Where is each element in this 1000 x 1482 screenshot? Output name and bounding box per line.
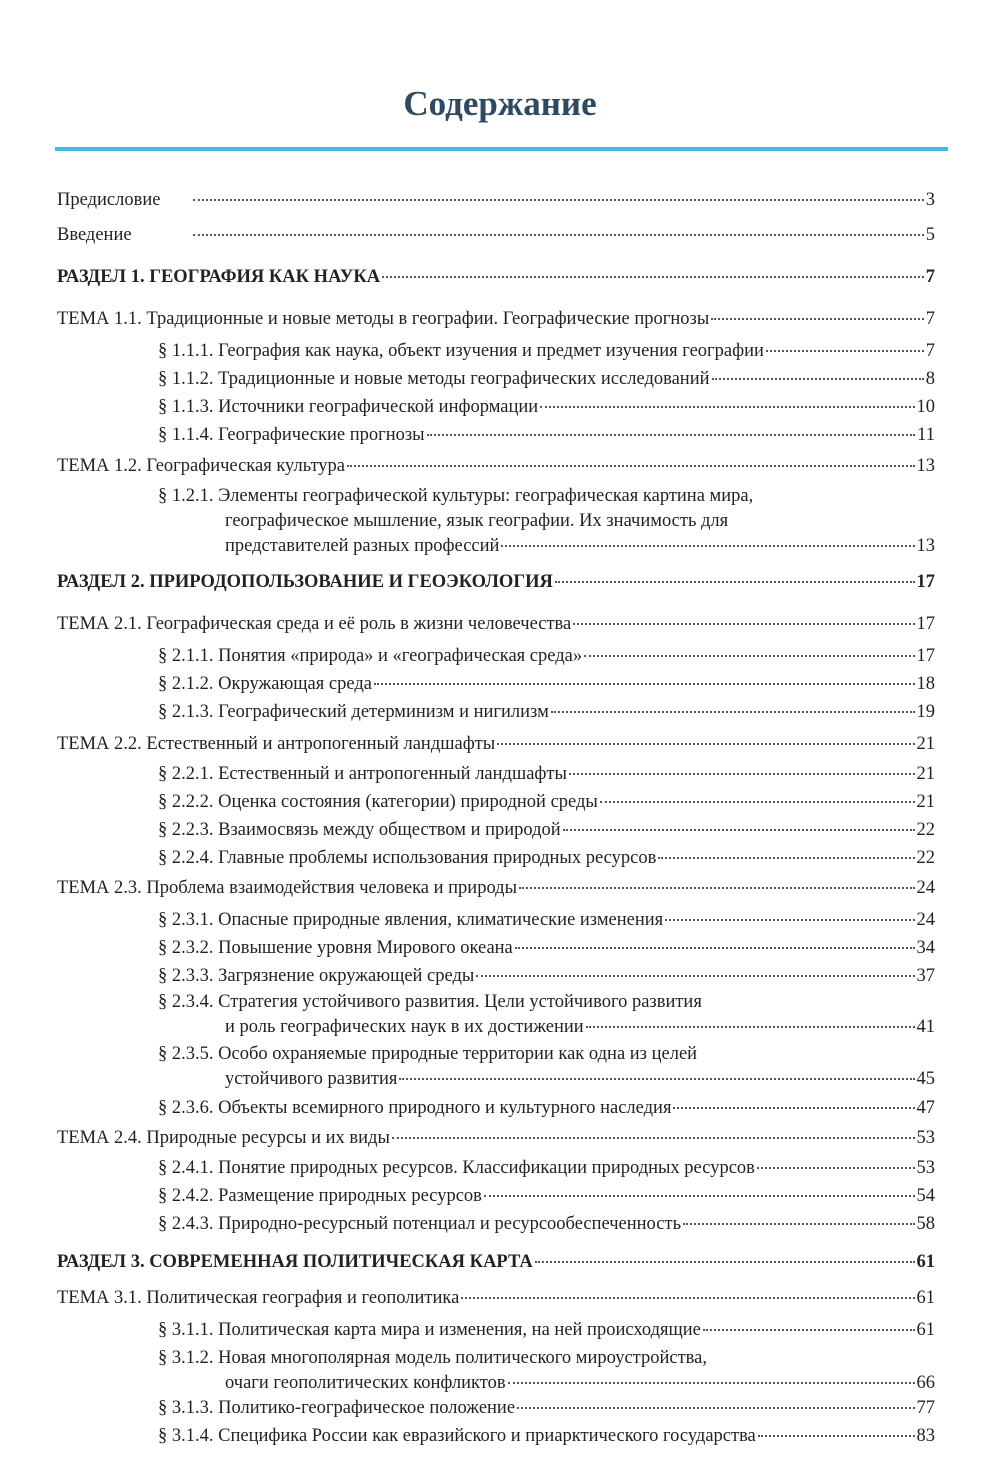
dot-leader [665,918,914,921]
page-number: 53 [916,1158,935,1178]
toc-entry-para[interactable] [158,818,935,843]
toc-entry-para[interactable] [158,1424,935,1449]
page-number: 77 [916,1398,935,1418]
toc-entry-para[interactable] [158,1318,935,1343]
dot-leader [757,1166,915,1169]
toc-entry-para[interactable] [158,423,935,448]
toc-entry-text: § 2.3.6. Объекты всемирного природного и культурного наследия [158,1098,672,1118]
page-number: 7 [925,309,935,329]
toc-entry-text: ТЕМА 1.2. Географическая культура [57,456,346,476]
page-number: 22 [916,848,935,868]
toc-entry-para[interactable] [158,367,935,392]
dot-leader [586,1025,915,1028]
toc-entry-text: § 1.2.1. Элементы географической культуры: географическая картина мира, [158,486,754,506]
dot-leader [658,856,914,859]
toc-entry-para[interactable] [158,484,935,559]
dot-leader [193,233,924,236]
dot-leader [673,1106,914,1109]
toc-entry-text: § 3.1.4. Специфика России как евразийского и приарктического государства [158,1426,756,1446]
toc-entry-topic[interactable] [57,1286,935,1311]
dot-leader [555,580,915,583]
page-number: 17 [916,614,935,634]
page-number: 5 [925,225,935,245]
toc-entry-para[interactable] [158,700,935,725]
toc-entry-top[interactable] [57,223,935,248]
toc-entry-para[interactable] [158,395,935,420]
toc-entry-text: § 1.1.3. Источники географической информации [158,397,539,417]
page-number: 21 [916,792,935,812]
toc-entry-text: ТЕМА 2.2. Естественный и антропогенный ландшафты [57,734,496,754]
toc-entry-text: РАЗДЕЛ 1. ГЕОГРАФИЯ КАК НАУКА [57,267,381,287]
toc-entry-text: § 2.3.3. Загрязнение окружающей среды [158,966,475,986]
toc-entry-section[interactable] [57,1250,935,1275]
page-number: 54 [916,1186,935,1206]
toc-entry-text: Введение [57,225,132,245]
page-number: 3 [925,190,935,210]
toc-entry-para[interactable] [158,1042,935,1092]
dot-leader [712,377,924,380]
page-number: 13 [916,456,935,476]
dot-leader [703,1328,915,1331]
toc-entry-para[interactable] [158,1184,935,1209]
toc-entry-topic[interactable] [57,454,935,479]
page-number: 18 [916,674,935,694]
toc-entry-text: § 2.3.2. Повышение уровня Мирового океана [158,938,513,958]
toc-entry-topic[interactable] [57,1126,935,1151]
page-title: Содержание [403,84,597,123]
toc-entry-text: § 2.2.1. Естественный и антропогенный ландшафты [158,764,567,784]
dot-leader [461,1296,914,1299]
toc-entry-text: ТЕМА 2.3. Проблема взаимодействия человека и природы [57,878,518,898]
dot-leader [573,622,914,625]
dot-leader [374,682,915,685]
toc-entry-text: устойчивого развития [225,1069,398,1089]
page-number: 7 [925,341,935,361]
dot-leader [382,275,924,278]
toc-entry-para[interactable] [158,339,935,364]
page-number: 53 [916,1128,935,1148]
toc-entry-text: § 1.1.2. Традиционные и новые методы географических исследований [158,369,710,389]
page-number: 61 [916,1288,935,1308]
toc-entry-text: § 2.4.1. Понятие природных ресурсов. Классификации природных ресурсов [158,1158,755,1178]
dot-leader [551,710,915,713]
dot-leader [569,772,915,775]
toc-entry-section[interactable] [57,265,935,290]
toc-entry-text: § 1.1.1. География как наука, объект изучения и предмет изучения географии [158,341,764,361]
dot-leader [535,1260,915,1263]
toc-entry-text: РАЗДЕЛ 3. СОВРЕМЕННАЯ ПОЛИТИЧЕСКАЯ КАРТА [57,1252,533,1272]
toc-entry-para[interactable] [158,990,935,1040]
dot-leader [501,544,914,547]
dot-leader [584,654,914,657]
toc-entry-text: ТЕМА 1.1. Традиционные и новые методы в географии. Географические прогнозы [57,309,710,329]
toc-entry-topic[interactable] [57,876,935,901]
toc-entry-text: § 2.3.5. Особо охраняемые природные территории как одна из целей [158,1044,698,1064]
dot-leader [683,1222,914,1225]
dot-leader [347,464,914,467]
toc-entry-para[interactable] [158,846,935,871]
toc-entry-text: РАЗДЕЛ 2. ПРИРОДОПОЛЬЗОВАНИЕ И ГЕОЭКОЛОГИЯ [57,572,553,592]
toc-entry-text: § 2.3.1. Опасные природные явления, климатические изменения [158,910,664,930]
dot-leader [766,349,924,352]
dot-leader [711,317,924,320]
toc-entry-text: § 3.1.2. Новая многополярная модель политического мироустройства, [158,1348,708,1368]
toc-entry-topic[interactable] [57,307,935,332]
page-number: 10 [916,397,935,417]
page-number: 34 [916,938,935,958]
toc-entry-text: географическое мышление, язык географии. Их значимость для [225,511,729,531]
page-number: 21 [916,734,935,754]
toc-entry-para[interactable] [158,672,935,697]
page-number: 7 [925,267,935,287]
toc-entry-text: § 2.4.3. Природно-ресурсный потенциал и ресурсообеспеченность [158,1214,682,1234]
page-number: 83 [916,1426,935,1446]
dot-leader [392,1136,915,1139]
toc-entry-topic[interactable] [57,732,935,757]
toc-entry-para[interactable] [158,1096,935,1121]
toc-entry-text: § 2.4.2. Размещение природных ресурсов [158,1186,482,1206]
toc-entry-text: § 2.3.4. Стратегия устойчивого развития. Цели устойчивого развития [158,992,702,1012]
page-number: 17 [916,646,935,666]
toc-entry-text: ТЕМА 3.1. Политическая география и геополитика [57,1288,460,1308]
dot-leader [519,886,914,889]
toc-entry-text: ТЕМА 2.4. Природные ресурсы и их виды [57,1128,390,1148]
dot-leader [540,405,914,408]
dot-leader [515,946,915,949]
page-number: 21 [916,764,935,784]
dot-leader [758,1434,915,1437]
page-number: 37 [916,966,935,986]
page-number: 13 [916,536,935,556]
toc-entry-text: представителей разных профессий [225,536,500,556]
toc-entry-text: Предисловие [57,190,161,210]
dot-leader [517,1406,914,1409]
dot-leader [497,742,914,745]
toc-entry-para[interactable] [158,762,935,787]
toc-entry-para[interactable] [158,1346,935,1396]
toc-entry-topic[interactable] [57,612,935,637]
toc-entry-para[interactable] [158,1212,935,1237]
page-number: 61 [916,1252,935,1272]
toc-entry-text: § 2.1.2. Окружающая среда [158,674,372,694]
toc-entry-para[interactable] [158,790,935,815]
page-number: 22 [916,820,935,840]
toc-entry-text: § 2.2.3. Взаимосвязь между обществом и природой [158,820,561,840]
page-number: 24 [916,878,935,898]
toc-entry-text: § 2.2.2. Оценка состояния (категории) природной среды [158,792,598,812]
toc-entry-para[interactable] [158,964,935,989]
page-number: 11 [917,425,935,445]
toc-entry-text: § 1.1.4. Географические прогнозы [158,425,425,445]
toc-entry-text: § 3.1.1. Политическая карта мира и изменения, на ней происходящие [158,1320,701,1340]
page-number: 24 [916,910,935,930]
toc-entry-top[interactable] [57,188,935,213]
dot-leader [600,800,915,803]
dot-leader [563,828,915,831]
page-number: 8 [925,369,935,389]
toc-entry-section[interactable] [57,570,935,595]
page-number: 17 [916,572,935,592]
toc-entry-para[interactable] [158,1396,935,1421]
toc-entry-text: ТЕМА 2.1. Географическая среда и её роль в жизни человечества [57,614,572,634]
toc-entry-text: § 2.1.1. Понятия «природа» и «географическая среда» [158,646,583,666]
toc-entry-para[interactable] [158,644,935,669]
page-number: 41 [916,1017,935,1037]
dot-leader [484,1194,915,1197]
dot-leader [508,1381,915,1384]
page-number: 19 [916,702,935,722]
toc-entry-text: § 3.1.3. Политико-географическое положение [158,1398,516,1418]
toc-entry-para[interactable] [158,908,935,933]
dot-leader [399,1077,914,1080]
dot-leader [476,974,914,977]
toc-entry-para[interactable] [158,1156,935,1181]
page-number: 45 [916,1069,935,1089]
toc-entry-text: § 2.1.3. Географический детерминизм и нигилизм [158,702,549,722]
toc-entry-text: и роль географических наук в их достижении [225,1017,584,1037]
dot-leader [427,433,916,436]
page-number: 58 [916,1214,935,1234]
page-number: 66 [916,1373,935,1393]
page-number: 47 [916,1098,935,1118]
page-number: 61 [916,1320,935,1340]
dot-leader [193,198,924,201]
toc-entry-para[interactable] [158,936,935,961]
toc-entry-text: § 2.2.4. Главные проблемы использования природных ресурсов [158,848,657,868]
toc-entry-text: очаги геополитических конфликтов [225,1373,506,1393]
